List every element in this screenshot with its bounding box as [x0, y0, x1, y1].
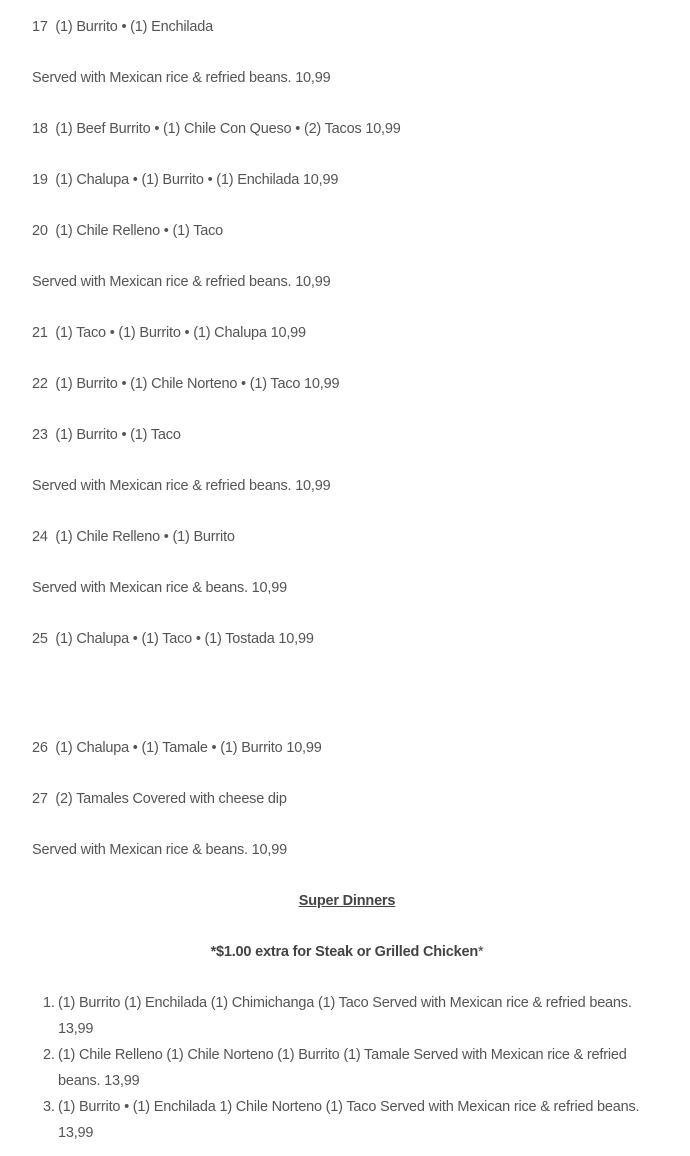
- menu-line: Served with Mexican rice & beans. 10,99: [32, 580, 287, 596]
- super-dinner-item: [32, 990, 662, 1042]
- menu-line: Served with Mexican rice & refried beans. 10,99: [32, 478, 331, 494]
- menu-line: 18 (1) Beef Burrito • (1) Chile Con Queso • (2) Tacos 10,99: [32, 121, 401, 137]
- steak-chicken-note-bold: *$1.00 extra for Steak or Grilled Chicken: [210, 944, 478, 960]
- menu-line: 27 (2) Tamales Covered with cheese dip: [32, 791, 287, 807]
- steak-chicken-note-asterisk: *: [477, 944, 484, 960]
- super-dinner-text: (1) Burrito (1) Enchilada (1) Chimichanga (1) Taco Served with Mexican rice & refried beans. 13,99: [58, 995, 632, 1037]
- menu-line: 19 (1) Chalupa • (1) Burrito • (1) Enchilada 10,99: [32, 172, 339, 188]
- steak-chicken-note: [32, 939, 662, 965]
- menu-content: [32, 14, 662, 1146]
- menu-line: 24 (1) Chile Relleno • (1) Burrito: [32, 529, 235, 545]
- combo-list: [32, 14, 662, 652]
- super-dinner-item: [32, 1094, 662, 1146]
- list-number: 1.: [43, 995, 55, 1011]
- menu-line: 26 (1) Chalupa • (1) Tamale • (1) Burrito 10,99: [32, 740, 322, 756]
- combo-list-continued: [32, 735, 662, 863]
- menu-line: 20 (1) Chile Relleno • (1) Taco: [32, 223, 224, 239]
- section-gap: [32, 677, 662, 735]
- super-dinner-text: (1) Chile Relleno (1) Chile Norteno (1) Burrito (1) Tamale Served with Mexican rice & refried beans. 13,99: [58, 1047, 627, 1089]
- super-dinner-item: [32, 1042, 662, 1094]
- super-dinners-heading: Super Dinners: [298, 893, 396, 909]
- menu-line: 22 (1) Burrito • (1) Chile Norteno • (1) Taco 10,99: [32, 376, 340, 392]
- menu-line: 23 (1) Burrito • (1) Taco: [32, 427, 181, 443]
- super-dinners-list: [32, 990, 662, 1146]
- menu-line: 21 (1) Taco • (1) Burrito • (1) Chalupa 10,99: [32, 325, 306, 341]
- menu-line: Served with Mexican rice & beans. 10,99: [32, 842, 287, 858]
- list-number: 2.: [43, 1047, 55, 1063]
- menu-line: Served with Mexican rice & refried beans. 10,99: [32, 70, 331, 86]
- list-number: 3.: [43, 1099, 55, 1115]
- menu-line: 17 (1) Burrito • (1) Enchilada: [32, 19, 214, 35]
- menu-line: Served with Mexican rice & refried beans. 10,99: [32, 274, 331, 290]
- menu-line: 25 (1) Chalupa • (1) Taco • (1) Tostada 10,99: [32, 631, 314, 647]
- super-dinner-text: (1) Burrito • (1) Enchilada 1) Chile Norteno (1) Taco Served with Mexican rice & refried beans. 13,99: [58, 1099, 640, 1141]
